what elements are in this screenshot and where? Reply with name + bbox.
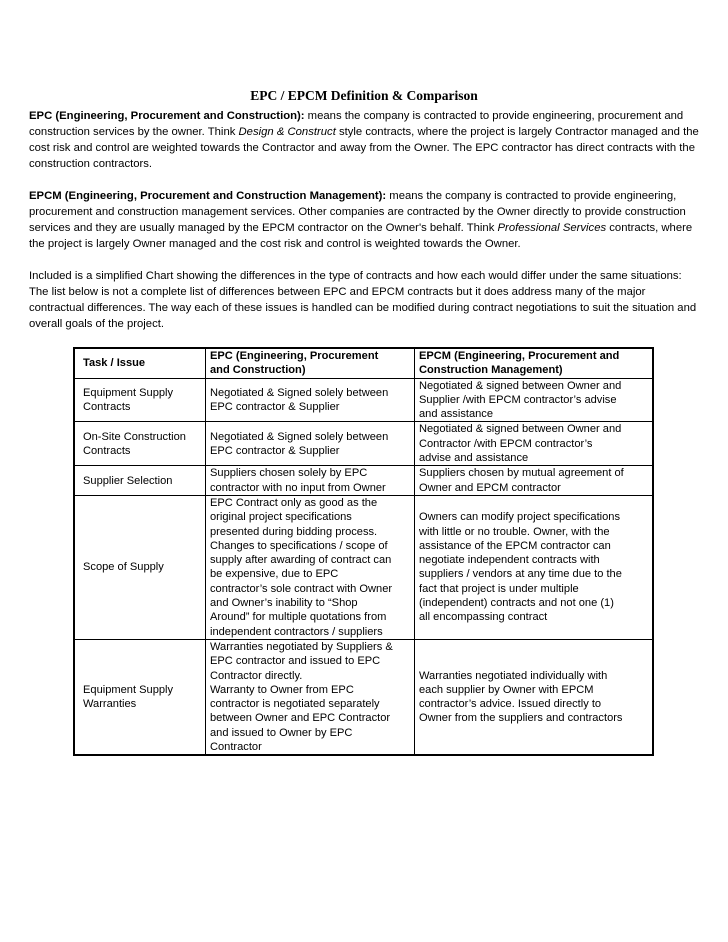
cell-line: between Owner and EPC Contractor bbox=[210, 712, 391, 725]
cell-line: Scope of Supply bbox=[83, 561, 164, 574]
cell-epcm bbox=[415, 466, 654, 496]
cell-line: Contracts bbox=[83, 444, 131, 457]
epc-term: EPC (Engineering, Procurement and Construction): bbox=[29, 110, 305, 122]
cell-line: Equipment Supply bbox=[83, 683, 174, 696]
cell-line: presented during bidding process. bbox=[210, 525, 378, 538]
cell-epcm bbox=[415, 495, 654, 639]
cell-line: Contractor bbox=[210, 741, 262, 754]
cell-line: Negotiated & signed between Owner and bbox=[419, 423, 622, 436]
epc-italic: Design & Construct bbox=[238, 126, 336, 138]
cell-line: supply after awarding of contract can bbox=[210, 554, 392, 567]
cell-line: Contracts bbox=[83, 401, 131, 414]
cell-line: Negotiated & Signed solely between bbox=[210, 430, 389, 443]
epcm-term: EPCM (Engineering, Procurement and Construction Management): bbox=[29, 190, 387, 202]
cell-epcm bbox=[415, 378, 654, 422]
document-title: EPC / EPCM Definition & Comparison bbox=[250, 88, 478, 103]
epcm-text-1: means the company is contracted to provide engineering, procurement and construction management services. Other companies are contracted by the Owner directly to provide construction services and they are usually managed by the EPCM contractor on the Owner's behalf. Think bbox=[29, 190, 686, 234]
table-row bbox=[74, 466, 653, 496]
cell-line: Supplier /with EPCM contractor’s advise bbox=[419, 393, 617, 406]
cell-task bbox=[74, 378, 206, 422]
cell-epc bbox=[206, 422, 415, 466]
cell-line: each supplier by Owner with EPCM bbox=[419, 683, 594, 696]
cell-line: (independent) contracts and not one (1) bbox=[419, 597, 614, 610]
epc-definition bbox=[29, 108, 699, 172]
cell-line: Owner from the suppliers and contractors bbox=[419, 712, 623, 725]
cell-line: contractor’s sole contract with Owner bbox=[210, 582, 393, 595]
header-epcm-line: Construction Management) bbox=[419, 364, 563, 377]
header-epcm bbox=[415, 348, 654, 378]
epcm-italic: Professional Services bbox=[497, 222, 607, 234]
cell-line: independent contractors / suppliers bbox=[210, 625, 383, 638]
cell-line: Warranties negotiated individually with bbox=[419, 669, 608, 682]
epc-text-1: means the company is contracted to provide engineering, procurement and construction services by the owner. Think bbox=[29, 110, 684, 138]
cell-line: all encompassing contract bbox=[419, 611, 548, 624]
cell-task bbox=[74, 422, 206, 466]
cell-line: EPC Contract only as good as the bbox=[210, 496, 378, 509]
cell-line: assistance of the EPCM contractor can bbox=[419, 539, 611, 552]
cell-line: negotiate independent contracts with bbox=[419, 554, 600, 567]
cell-task bbox=[74, 466, 206, 496]
cell-line: EPC contractor and issued to EPC bbox=[210, 655, 381, 668]
header-task: Task / Issue bbox=[74, 348, 206, 378]
cell-line: contractor is negotiated separately bbox=[210, 698, 380, 711]
cell-line: Around” for multiple quotations from bbox=[210, 611, 387, 624]
cell-line: Contractor directly. bbox=[210, 669, 303, 682]
document-body bbox=[29, 88, 699, 348]
table-header-row bbox=[74, 348, 653, 378]
epcm-definition bbox=[29, 188, 699, 252]
cell-line: Suppliers chosen by mutual agreement of bbox=[419, 467, 624, 480]
cell-line: Owner and EPCM contractor bbox=[419, 481, 561, 494]
cell-line: and Owner’s inability to “Shop bbox=[210, 597, 358, 610]
header-epc bbox=[206, 348, 415, 378]
cell-line: Supplier Selection bbox=[83, 474, 173, 487]
cell-line: suppliers / vendors at any time due to the bbox=[419, 568, 622, 581]
cell-line: Owners can modify project specifications bbox=[419, 511, 621, 524]
cell-epc bbox=[206, 639, 415, 755]
header-epc-line: and Construction) bbox=[210, 364, 306, 377]
cell-line: Warranties bbox=[83, 698, 137, 711]
header-epc-line: EPC (Engineering, Procurement bbox=[210, 350, 379, 362]
cell-line: Warranty to Owner from EPC bbox=[210, 683, 354, 696]
cell-line: Warranties negotiated by Suppliers & bbox=[210, 640, 393, 653]
epc-text-2: style contracts, where the project is largely Contractor managed and the cost risk and control are weighted towards the Contractor and away from the Owner. The EPC contractor has direct contracts with the construction contractors. bbox=[29, 126, 699, 170]
table-row bbox=[74, 495, 653, 639]
cell-line: Changes to specifications / scope of bbox=[210, 539, 388, 552]
cell-line: On-Site Construction bbox=[83, 430, 186, 443]
table-row bbox=[74, 422, 653, 466]
cell-line: original project specifications bbox=[210, 511, 352, 524]
header-epcm-line: EPCM (Engineering, Procurement and bbox=[419, 350, 620, 362]
cell-line: be expensive, due to EPC bbox=[210, 568, 339, 581]
cell-line: EPC contractor & Supplier bbox=[210, 401, 340, 414]
cell-line: fact that project is under multiple bbox=[419, 582, 579, 595]
cell-line: with little or no trouble. Owner, with the bbox=[419, 525, 610, 538]
cell-line: Negotiated & Signed solely between bbox=[210, 386, 389, 399]
cell-line: Suppliers chosen solely by EPC bbox=[210, 467, 368, 480]
cell-epcm bbox=[415, 422, 654, 466]
cell-epcm bbox=[415, 639, 654, 755]
cell-line: contractor with no input from Owner bbox=[210, 481, 386, 494]
cell-task bbox=[74, 639, 206, 755]
cell-line: contractor’s advice. Issued directly to bbox=[419, 698, 602, 711]
intro-paragraph: Included is a simplified Chart showing the differences in the type of contracts and how each would differ under the same situations: The list below is not a complete list of differences between EPC and EPCM contracts but it does address many of the major contractual differences. The way each of these issues is handled can be modified during contract negotiations to suit the situation and overall goals of the project. bbox=[29, 270, 697, 330]
cell-epc bbox=[206, 495, 415, 639]
cell-task bbox=[74, 495, 206, 639]
cell-line: Equipment Supply bbox=[83, 386, 174, 399]
table-row bbox=[74, 639, 653, 755]
cell-line: and issued to Owner by EPC bbox=[210, 726, 353, 739]
cell-line: advise and assistance bbox=[419, 452, 529, 465]
cell-line: Contractor /with EPCM contractor’s bbox=[419, 437, 593, 450]
comparison-table bbox=[73, 347, 654, 756]
cell-epc bbox=[206, 466, 415, 496]
cell-line: and assistance bbox=[419, 408, 494, 421]
table-row bbox=[74, 378, 653, 422]
cell-line: Negotiated & signed between Owner and bbox=[419, 379, 622, 392]
cell-epc bbox=[206, 378, 415, 422]
cell-line: EPC contractor & Supplier bbox=[210, 444, 340, 457]
epcm-text-2: contracts, where the project is largely Owner managed and the cost risk and control is weighted towards the Owner. bbox=[29, 222, 693, 250]
